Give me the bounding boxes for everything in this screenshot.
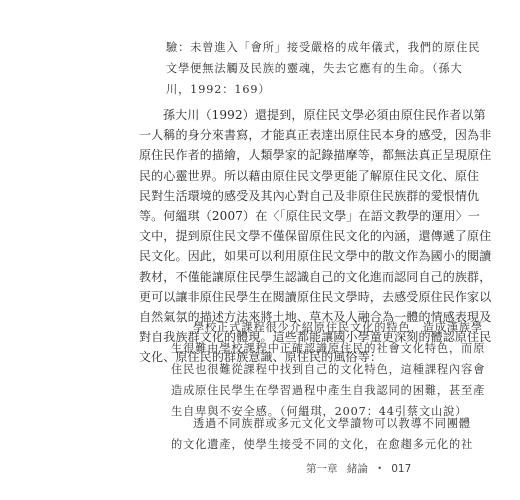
paragraph-line: 民文化。因此，如果可以利用原住民文學中的散文作為國小的閱讀 <box>139 249 492 264</box>
bullet-separator: • <box>377 464 382 473</box>
block-quote-bottom <box>171 413 474 455</box>
paragraph-line: 民的心靈世界。所以藉由原住民文學更能了解原住民文化、原住 <box>139 168 480 183</box>
quote-line: 生自卑與不安全感。（何縕琪，2007：44引蔡文山說） <box>171 405 468 418</box>
paragraph-line: 自然氣氛的描述方法來將土地、草木及人融合為一體的情感表現及 <box>139 310 492 325</box>
paragraph-line: 等。何縕琪（2007）在〈「原住民文學」在語文教學的運用〉一 <box>139 209 481 224</box>
paragraph-line: 文化、原住民的群族意識、原住民的風俗等： <box>139 350 383 365</box>
paragraph-line: 對自我族群文化的體現。這些都能讓國小學童更深刻的體認原住民 <box>139 330 492 345</box>
paragraph-line: 文中，提到原住民文學不僅保留原住民文化的內涵，還傳遞了原住 <box>139 229 492 244</box>
page-number: 017 <box>391 463 412 475</box>
quote-line: 驗：未曾進入「會所」接受嚴格的成年儀式，我們的原住民 <box>166 41 481 54</box>
quote-line: 學校正式課程很少介紹原住民文化的特色，造成漢族學 <box>193 321 484 334</box>
paragraph-line: 更可以讓非原住民學生在閱讀原住民文學時，去感受原住民作家以 <box>139 289 492 304</box>
block-quote-top <box>166 37 481 100</box>
paragraph-line: 民對生活環境的感受及其內心對自己及非原住民族群的愛恨情仇 <box>139 188 480 203</box>
quote-line: 川，1992：169） <box>166 83 271 96</box>
quote-line: 透過不同族群或多元文化文學讀物可以教導不同團體 <box>193 417 472 430</box>
quote-line: 造成原住民學生在學習過程中產生自我認同的困難，甚至產 <box>171 384 486 397</box>
paragraph-line: 一人稱的身分來書寫，才能真正表達出原住民本身的感受，因為非 <box>139 128 492 143</box>
page-footer <box>300 461 412 476</box>
paragraph-line: 原住民作者的描繪，人類學家的記錄描摩等，都無法真正呈現原住 <box>139 148 492 163</box>
quote-line: 文學便無法觸及民族的靈魂，失去它應有的生命。（孫大 <box>166 62 463 75</box>
block-quote-middle <box>171 317 486 422</box>
section-label: 緒論 <box>346 463 368 475</box>
quote-line: 生很難由學校課程中正確認識原住民的社會文化特色，而原 <box>171 342 486 355</box>
quote-line: 住民也很難從課程中找到自己的文化特色，這種課程內容會 <box>171 363 486 376</box>
paragraph-line: 孫大川（1992）還提到，原住民文學必須由原住民作者以第 <box>163 108 486 122</box>
quote-line: 的文化遺產，使學生接受不同的文化，在愈趨多元化的社 <box>171 438 474 451</box>
paragraph-line: 教材，不僅能讓原住民學生認識自己的文化進而認同自己的族群， <box>139 269 492 284</box>
chapter-label: 第一章 <box>306 463 338 475</box>
